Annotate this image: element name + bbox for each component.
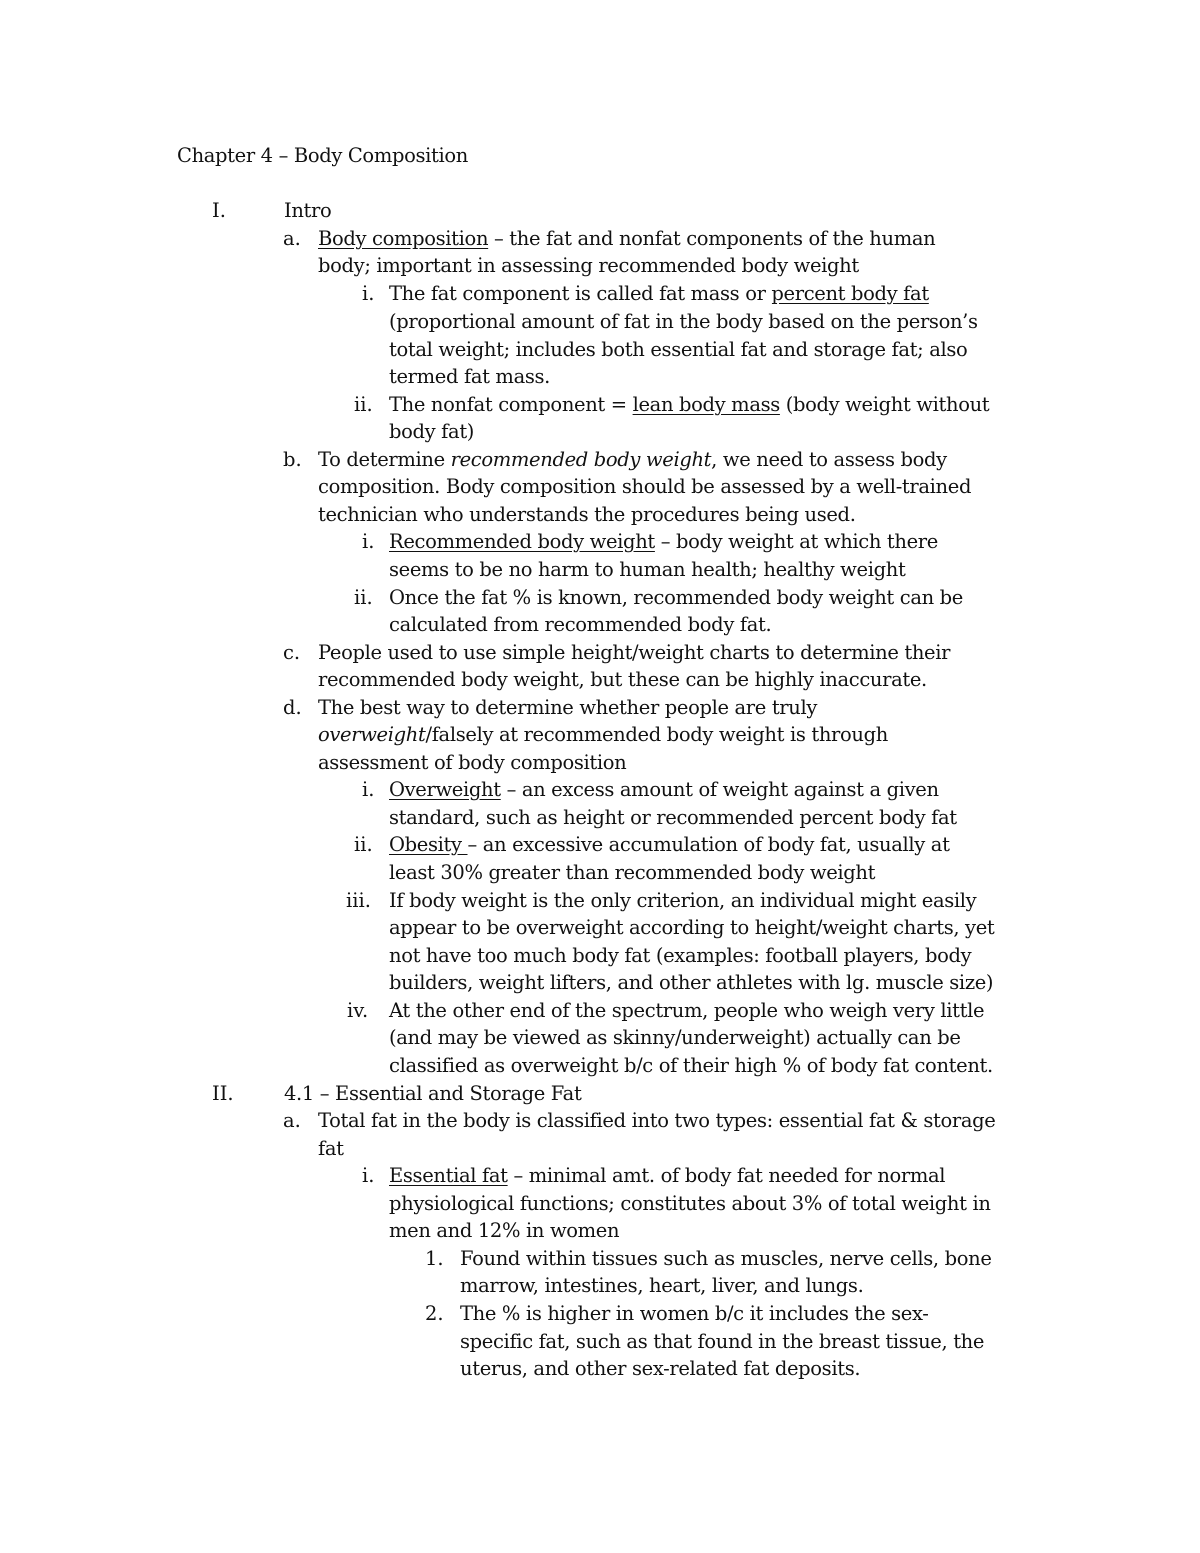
item-2a-i-1-line-2: marrow, intestines, heart, liver, and lungs.: [460, 1274, 864, 1297]
section-1-number: I.: [212, 199, 226, 222]
item-2a-i-line-3: men and 12% in women: [389, 1219, 620, 1242]
item-1d-ii-line-1: Obesity – an excessive accumulation of body fat, usually at: [389, 833, 950, 856]
term-essential-fat: Essential fat: [389, 1164, 508, 1187]
item-2a-line-2: fat: [318, 1137, 344, 1160]
item-2a-label: a.: [283, 1109, 301, 1132]
item-1d-line-3: assessment of body composition: [318, 751, 627, 774]
item-1a-line-2: body; important in assessing recommended body weight: [318, 254, 859, 277]
term-overweight-italic: overweight: [318, 723, 426, 746]
section-2-number: II.: [212, 1082, 234, 1105]
item-1d-iv-line-1: At the other end of the spectrum, people who weigh very little: [389, 999, 985, 1022]
item-1c-label: c.: [283, 641, 301, 664]
item-1b-label: b.: [283, 448, 302, 471]
item-1d-label: d.: [283, 696, 302, 719]
item-1d-line-2: overweight/falsely at recommended body weight is through: [318, 723, 888, 746]
item-1d-i-line-1: Overweight – an excess amount of weight against a given: [389, 778, 939, 801]
item-1a-i-line-1: The fat component is called fat mass or percent body fat: [389, 282, 929, 305]
item-2a-i-1-line-1: Found within tissues such as muscles, nerve cells, bone: [460, 1247, 992, 1270]
item-1d-iii-line-4: builders, weight lifters, and other athletes with lg. muscle size): [389, 971, 994, 994]
page-title: Chapter 4 – Body Composition: [177, 144, 468, 167]
item-2a-i-1-label: 1.: [425, 1247, 444, 1270]
item-1a-label: a.: [283, 227, 301, 250]
item-1b-i-line-2: seems to be no harm to human health; healthy weight: [389, 558, 906, 581]
item-1b-i-label: i.: [362, 530, 375, 553]
item-1d-iii-line-3: not have too much body fat (examples: football players, body: [389, 944, 972, 967]
item-1c-line-1: People used to use simple height/weight charts to determine their: [318, 641, 951, 664]
item-2a-i-2-line-1: The % is higher in women b/c it includes the sex-: [460, 1302, 929, 1325]
section-2-heading: 4.1 – Essential and Storage Fat: [284, 1082, 582, 1105]
item-1d-iii-label: iii.: [346, 889, 371, 912]
term-overweight: Overweight: [389, 778, 501, 801]
item-1b-ii-line-2: calculated from recommended body fat.: [389, 613, 772, 636]
item-1a-i-line-2: (proportional amount of fat in the body based on the person’s: [389, 310, 978, 333]
item-1d-iv-line-2: (and may be viewed as skinny/underweight) actually can be: [389, 1026, 961, 1049]
section-1-heading: Intro: [284, 199, 332, 222]
item-1a-ii-label: ii.: [354, 393, 373, 416]
term-percent-body-fat: percent body fat: [771, 282, 929, 305]
item-1b-ii-label: ii.: [354, 586, 373, 609]
item-1d-iv-label: iv.: [347, 999, 369, 1022]
item-2a-i-2-line-3: uterus, and other sex-related fat deposits.: [460, 1357, 861, 1380]
item-1b-ii-line-1: Once the fat % is known, recommended body weight can be: [389, 586, 963, 609]
item-2a-line-1: Total fat in the body is classified into two types: essential fat & storage: [318, 1109, 996, 1132]
term-obesity: Obesity: [389, 833, 468, 856]
item-1b-line-2: composition. Body composition should be assessed by a well-trained: [318, 475, 972, 498]
item-1d-i-line-2: standard, such as height or recommended percent body fat: [389, 806, 957, 829]
term-lean-body-mass: lean body mass: [632, 393, 780, 416]
item-1d-iv-line-3: classified as overweight b/c of their high % of body fat content.: [389, 1054, 993, 1077]
item-1b-line-1: To determine recommended body weight, we need to assess body: [318, 448, 947, 471]
term-body-composition: Body composition: [318, 227, 489, 250]
item-2a-i-label: i.: [362, 1164, 375, 1187]
item-1a-i-line-3: total weight; includes both essential fat and storage fat; also: [389, 338, 968, 361]
item-1a-i-label: i.: [362, 282, 375, 305]
item-1d-line-1: The best way to determine whether people are truly: [318, 696, 818, 719]
term-recommended-body-weight: Recommended body weight: [389, 530, 655, 553]
item-1a-i-line-4: termed fat mass.: [389, 365, 551, 388]
item-2a-i-line-2: physiological functions; constitutes about 3% of total weight in: [389, 1192, 991, 1215]
item-1d-i-label: i.: [362, 778, 375, 801]
item-2a-i-2-label: 2.: [425, 1302, 444, 1325]
item-1b-line-3: technician who understands the procedures being used.: [318, 503, 856, 526]
item-2a-i-line-1: Essential fat – minimal amt. of body fat needed for normal: [389, 1164, 946, 1187]
item-1d-ii-line-2: least 30% greater than recommended body weight: [389, 861, 876, 884]
item-1a-ii-line-2: body fat): [389, 420, 475, 443]
item-1a-ii-line-1: The nonfat component = lean body mass (body weight without: [389, 393, 990, 416]
term-recommended-body-weight-italic: recommended body weight: [450, 448, 712, 471]
item-1c-line-2: recommended body weight, but these can be highly inaccurate.: [318, 668, 927, 691]
item-1d-ii-label: ii.: [354, 833, 373, 856]
item-1d-iii-line-1: If body weight is the only criterion, an individual might easily: [389, 889, 977, 912]
item-1a-line-1: Body composition – the fat and nonfat components of the human: [318, 227, 936, 250]
item-1d-iii-line-2: appear to be overweight according to height/weight charts, yet: [389, 916, 995, 939]
item-2a-i-2-line-2: specific fat, such as that found in the breast tissue, the: [460, 1330, 985, 1353]
item-1b-i-line-1: Recommended body weight – body weight at which there: [389, 530, 938, 553]
